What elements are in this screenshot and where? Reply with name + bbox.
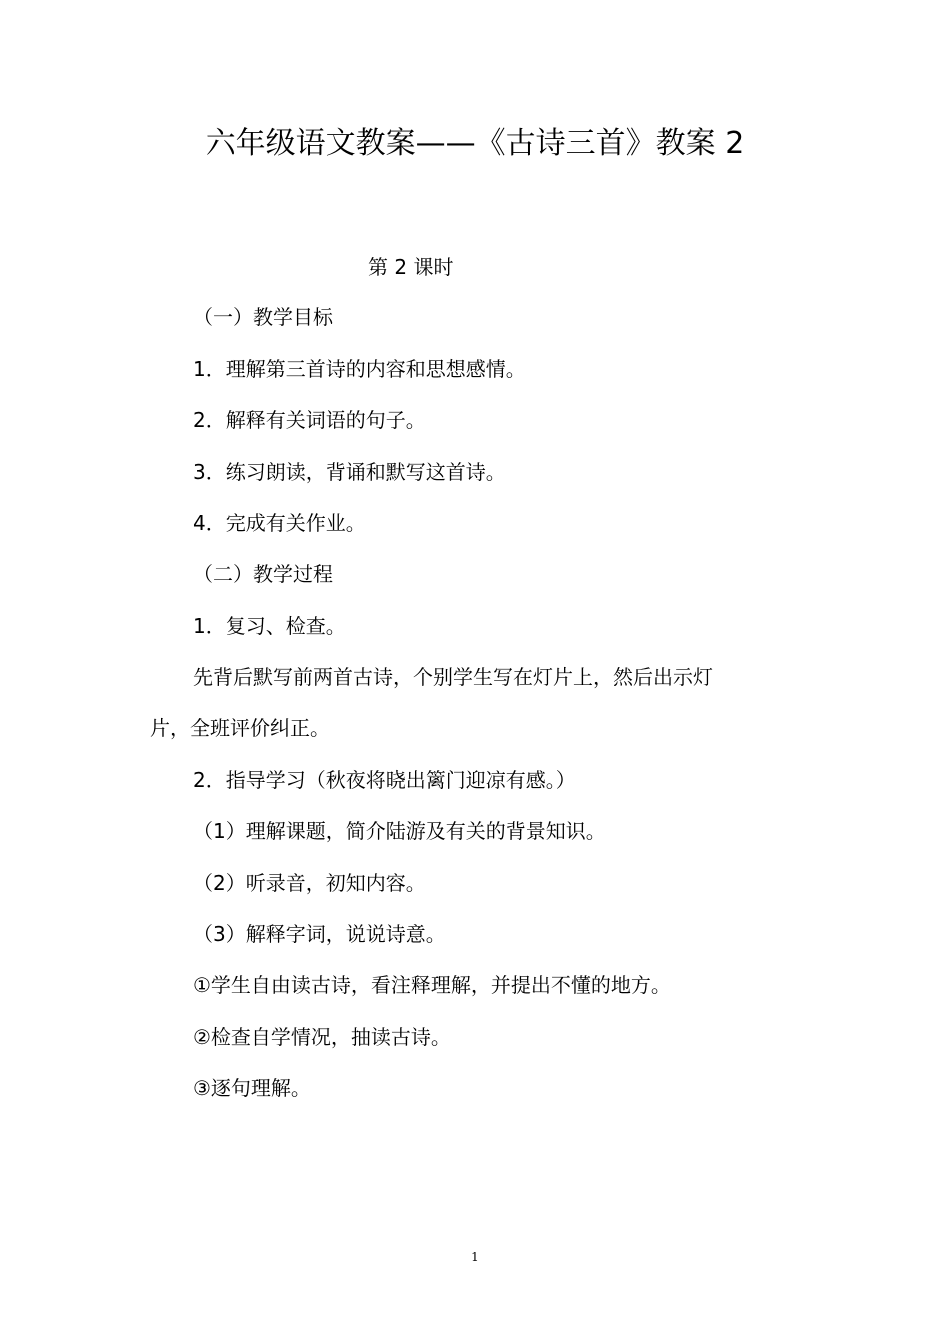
process-step: 1．复习、检查。	[193, 614, 346, 638]
body-paragraph: 先背后默写前两首古诗，个别学生写在灯片上，然后出示灯	[193, 665, 713, 689]
page-number: 1	[471, 1250, 479, 1264]
body-paragraph-continuation: 片，全班评价纠正。	[150, 716, 330, 740]
section-heading-process: （二）教学过程	[193, 562, 333, 586]
section-heading-objectives: （一）教学目标	[193, 305, 333, 329]
objective-item: 1．理解第三首诗的内容和思想感情。	[193, 357, 526, 381]
process-step: 2．指导学习（秋夜将晓出篱门迎凉有感。）	[193, 768, 576, 792]
list-item: ③逐句理解。	[193, 1076, 311, 1100]
objective-item: 3．练习朗读，背诵和默写这首诗。	[193, 460, 506, 484]
objective-item: 4．完成有关作业。	[193, 511, 366, 535]
lesson-period: 第 2 课时	[368, 255, 454, 279]
document-title: 六年级语文教案——《古诗三首》教案 2	[205, 126, 745, 161]
sub-step: （2）听录音，初知内容。	[193, 871, 426, 895]
sub-step: （1）理解课题，简介陆游及有关的背景知识。	[193, 819, 606, 843]
list-item: ②检查自学情况，抽读古诗。	[193, 1025, 451, 1049]
objective-item: 2．解释有关词语的句子。	[193, 408, 426, 432]
sub-step: （3）解释字词，说说诗意。	[193, 922, 446, 946]
list-item: ①学生自由读古诗，看注释理解，并提出不懂的地方。	[193, 973, 671, 997]
